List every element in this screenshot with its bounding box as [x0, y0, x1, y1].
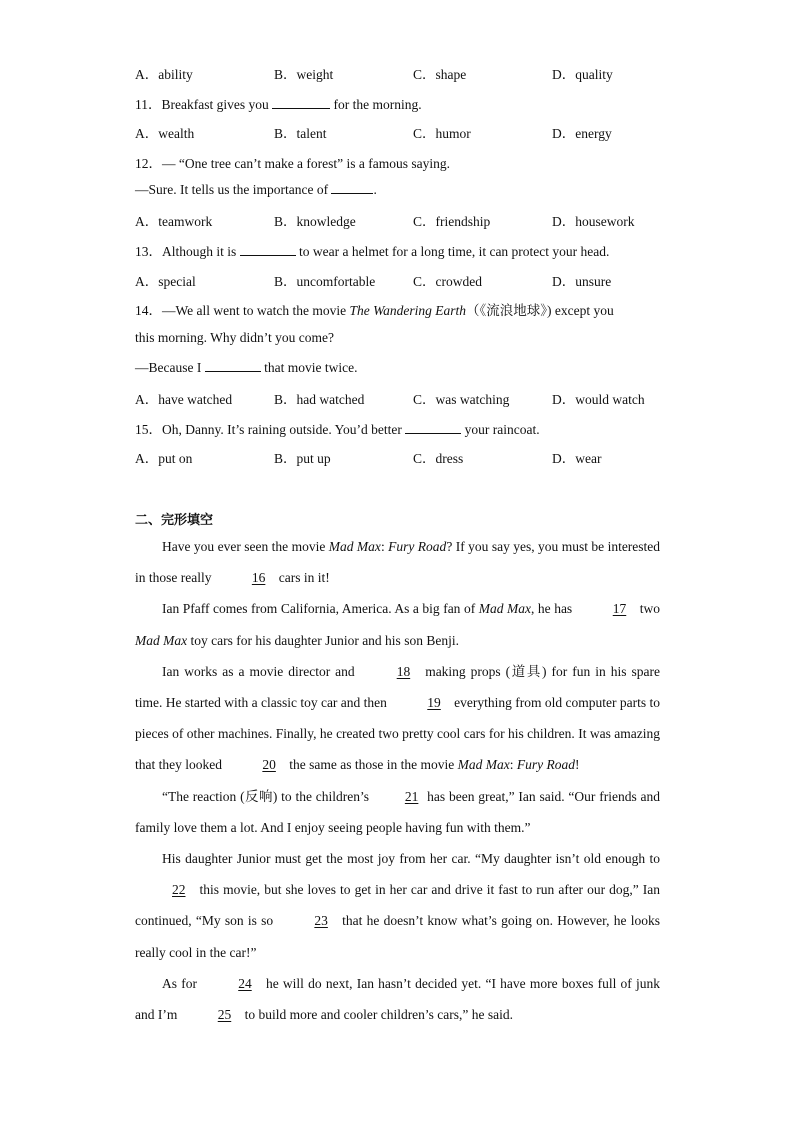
text-span: to build more and cooler children’s cars,” he said.	[244, 1007, 514, 1023]
q11-stem	[135, 93, 422, 113]
q13-option-c[interactable]: C．crowded	[413, 274, 482, 289]
q11-option-c[interactable]: C．humor	[413, 126, 471, 141]
cloze-paragraph-1	[135, 531, 660, 593]
text-span: the same as those in the movie	[289, 757, 455, 773]
q15-option-a[interactable]: A．put on	[135, 451, 193, 466]
q10-options	[135, 63, 695, 83]
q14-text-pre: 14．—We all went to watch the movie	[135, 303, 347, 318]
movie-title: Mad Max	[328, 539, 381, 554]
text-span: :	[380, 539, 385, 554]
movie-title: Mad Max	[457, 757, 510, 773]
text-span: Ian Pfaff comes from California, America. As a big fan of	[162, 601, 476, 617]
q11-text-pre: Breakfast gives you	[161, 97, 269, 112]
q11-options	[135, 122, 695, 142]
text-span: !	[574, 757, 580, 773]
q15-options	[135, 447, 695, 467]
q14-blank	[205, 359, 261, 372]
q15-option-c[interactable]: C．dress	[413, 451, 464, 466]
text-span: Have you ever seen the movie	[162, 539, 326, 554]
q11-option-d[interactable]: D．energy	[552, 126, 612, 141]
text-span: has been great,” Ian said. “Our friends and family love them a lot. And I enjoy seeing people having fun with them.”	[135, 788, 660, 835]
q13-stem	[135, 240, 609, 260]
q12-option-d[interactable]: D．housework	[552, 214, 635, 229]
blank-17[interactable]: 17	[612, 601, 627, 617]
q10-option-d[interactable]: D．quality	[552, 67, 613, 82]
q15-text-pre: 15．Oh, Danny. It’s raining outside. You’d better	[135, 422, 402, 437]
cloze-paragraph-2	[135, 593, 660, 655]
q13-blank	[240, 243, 296, 256]
text-span: ? If you say yes, you must be interested in those really	[135, 539, 661, 586]
blank-19[interactable]: 19	[427, 695, 441, 711]
q13-option-a[interactable]: A．special	[135, 274, 196, 289]
q12-line2	[135, 181, 377, 198]
text-span: cars in it!	[278, 570, 330, 586]
blank-20[interactable]: 20	[262, 757, 276, 773]
blank-18[interactable]: 18	[396, 663, 411, 679]
q13-option-d[interactable]: D．unsure	[552, 274, 612, 289]
q13-text-post: to wear a helmet for a long time, it can protect your head.	[299, 244, 610, 259]
q10-option-b[interactable]: B．weight	[274, 67, 334, 82]
q14-options	[135, 388, 695, 408]
blank-16[interactable]: 16	[251, 570, 266, 586]
q11-blank	[272, 96, 330, 109]
section-heading: 二、完形填空	[135, 513, 214, 528]
q11-option-a[interactable]: A．wealth	[135, 126, 195, 141]
cloze-paragraph-6	[135, 968, 660, 1030]
q12-option-c[interactable]: C．friendship	[413, 214, 491, 229]
q14-line2: this morning. Why didn’t you come?	[135, 330, 334, 345]
text-span: this movie, but she loves to get in her car and drive it fast to run after our dog,” Ian continued, “My son is so	[135, 882, 660, 929]
q11-option-b[interactable]: B．talent	[274, 126, 327, 141]
q12-option-a[interactable]: A．teamwork	[135, 214, 213, 229]
blank-25[interactable]: 25	[217, 1007, 232, 1023]
text-span: he will do next, Ian hasn’t decided yet. “I have more boxes full of junk and I’m	[135, 975, 661, 1023]
q11-text-post: for the morning.	[333, 97, 422, 112]
blank-23[interactable]: 23	[314, 913, 328, 929]
blank-24[interactable]: 24	[238, 975, 252, 991]
q14-line1	[135, 299, 614, 319]
text-span: toy cars for his daughter Junior and his son Benji.	[190, 632, 459, 648]
movie-title: Mad Max	[478, 601, 532, 617]
q14-text-pre2: —Because I	[135, 360, 202, 375]
q14-text-post: that movie twice.	[264, 360, 358, 375]
movie-title: Mad Max	[135, 632, 188, 648]
q14-movie-title: The Wandering Earth	[349, 303, 466, 318]
text-span: , he has	[531, 601, 573, 617]
cloze-paragraph-5	[135, 843, 660, 968]
movie-title: Fury Road	[388, 539, 447, 554]
text-span: :	[509, 757, 514, 773]
q10-option-a[interactable]: A．ability	[135, 67, 193, 82]
blank-21[interactable]: 21	[404, 788, 419, 804]
text-span: making props (道具) for fun in his spare time. He started with a classic toy car and then	[135, 663, 661, 711]
q12-text-post: .	[373, 182, 377, 197]
q12-options	[135, 210, 695, 230]
q14-option-d[interactable]: D．would watch	[552, 392, 645, 407]
q13-text-pre: 13．Although it is	[135, 244, 237, 259]
text-span: Ian works as a movie director and	[162, 663, 355, 679]
q15-blank	[405, 421, 461, 434]
cloze-paragraph-4	[135, 781, 660, 843]
q15-option-d[interactable]: D．wear	[552, 451, 602, 466]
text-span: everything from old computer parts to pieces of other machines. Finally, he created two pretty cool cars for his children. It was amazing that they looked	[135, 695, 660, 773]
cloze-paragraph-3	[135, 656, 660, 781]
q15-stem	[135, 418, 540, 438]
q14-option-b[interactable]: B．had watched	[274, 392, 365, 407]
q12-line1: 12．— “One tree can’t make a forest” is a famous saying.	[135, 156, 451, 171]
blank-22[interactable]: 22	[172, 882, 186, 898]
q10-option-c[interactable]: C．shape	[413, 67, 467, 82]
text-span: two	[639, 601, 661, 617]
q14-line3	[135, 359, 357, 376]
cloze-passage	[135, 531, 660, 1030]
text-span: “The reaction (反响) to the children’s	[162, 788, 370, 804]
q13-options	[135, 270, 695, 290]
q14-option-c[interactable]: C．was watching	[413, 392, 510, 407]
q12-text-pre: —Sure. It tells us the importance of	[135, 182, 329, 197]
movie-title: Fury Road	[516, 757, 575, 773]
text-span: His daughter Junior must get the most joy from her car. “My daughter isn’t old enough to	[162, 851, 660, 867]
q12-blank	[331, 181, 373, 194]
text-span: that he doesn’t know what’s going on. However, he looks really cool in the car!”	[135, 913, 660, 960]
q12-option-b[interactable]: B．knowledge	[274, 214, 356, 229]
q14-option-a[interactable]: A．have watched	[135, 392, 233, 407]
text-span: As for	[162, 975, 197, 991]
q14-cn-title: （《流浪地球》) except you	[466, 303, 614, 318]
q15-option-b[interactable]: B．put up	[274, 451, 331, 466]
q15-text-post: your raincoat.	[464, 422, 540, 437]
q13-option-b[interactable]: B．uncomfortable	[274, 274, 376, 289]
q11-number: 11．	[135, 97, 162, 112]
